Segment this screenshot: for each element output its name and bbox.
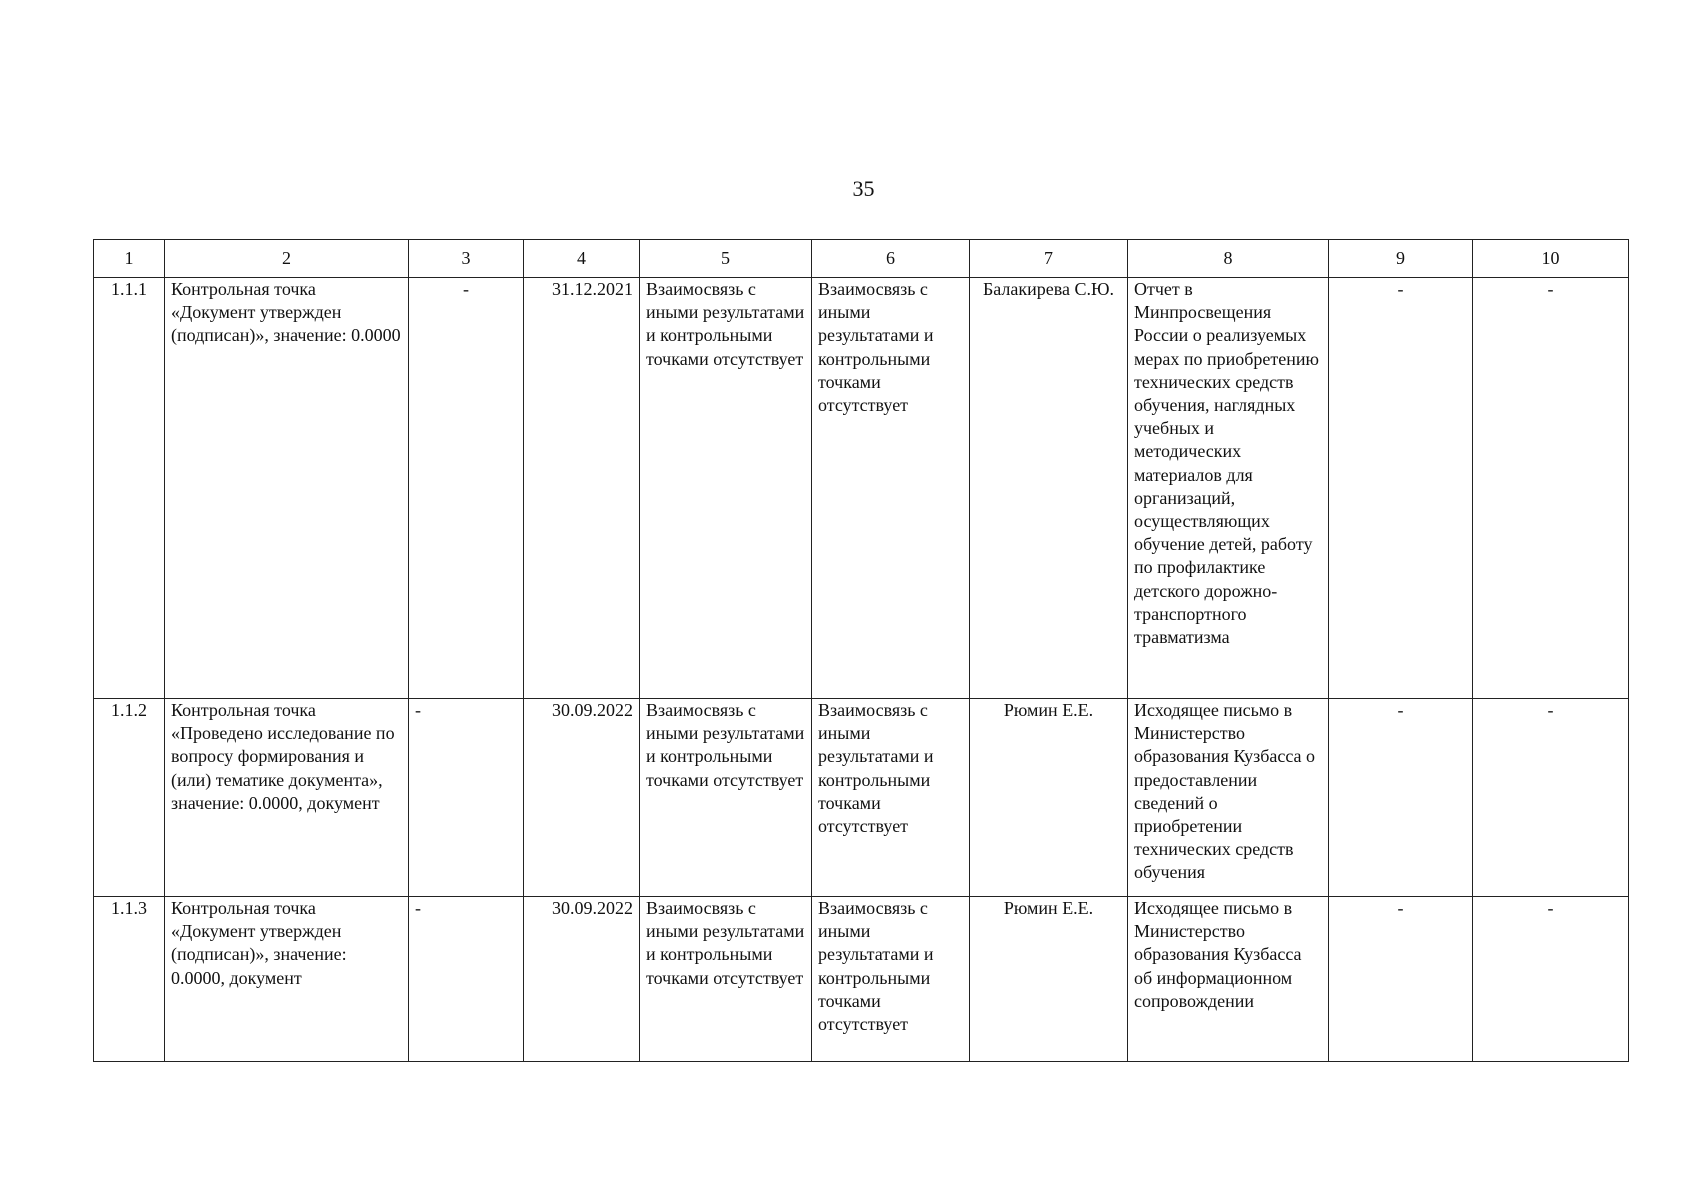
control-point-name-cell: Контрольная точка «Документ утвержден (подписан)», значение: 0.0000, документ bbox=[165, 897, 409, 1062]
column-number-header: 2 bbox=[165, 240, 409, 278]
column-number-header: 10 bbox=[1473, 240, 1629, 278]
column-9-cell: - bbox=[1329, 897, 1473, 1062]
relation-cell: Взаимосвязь с иными результатами и контрольными точками отсутствует bbox=[812, 699, 970, 897]
responsible-cell: Балакирева С.Ю. bbox=[970, 278, 1128, 699]
document-type-cell: Отчет в Минпросвещения России о реализуемых мерах по приобретению технических средств обучения, наглядных учебных и методических материалов для организаций, осуществляющих обучение детей, работу по профилактике детского дорожно-транспортного травматизма bbox=[1128, 278, 1329, 699]
column-number-row bbox=[94, 240, 1629, 278]
date-cell: 30.09.2022 bbox=[524, 699, 640, 897]
table-row bbox=[94, 278, 1629, 699]
control-point-name-cell: Контрольная точка «Проведено исследование по вопросу формирования и (или) тематике документа», значение: 0.0000, документ bbox=[165, 699, 409, 897]
relation-cell: Взаимосвязь с иными результатами и контрольными точками отсутствует bbox=[812, 278, 970, 699]
column-10-cell: - bbox=[1473, 699, 1629, 897]
column-10-cell: - bbox=[1473, 897, 1629, 1062]
control-points-table bbox=[93, 239, 1629, 1062]
relation-cell: Взаимосвязь с иными результатами и контрольными точками отсутствует bbox=[812, 897, 970, 1062]
relation-cell: Взаимосвязь с иными результатами и контрольными точками отсутствует bbox=[640, 897, 812, 1062]
document-type-cell: Исходящее письмо в Министерство образования Кузбасса об информационном сопровождении bbox=[1128, 897, 1329, 1062]
row-number-cell: 1.1.2 bbox=[94, 699, 165, 897]
page-number: 35 bbox=[852, 176, 875, 201]
column-3-cell: - bbox=[409, 278, 524, 699]
responsible-cell: Рюмин Е.Е. bbox=[970, 897, 1128, 1062]
row-number-cell: 1.1.1 bbox=[94, 278, 165, 699]
column-number-header: 1 bbox=[94, 240, 165, 278]
column-3-cell: - bbox=[409, 897, 524, 1062]
column-9-cell: - bbox=[1329, 278, 1473, 699]
column-3-cell: - bbox=[409, 699, 524, 897]
relation-cell: Взаимосвязь с иными результатами и контрольными точками отсутствует bbox=[640, 699, 812, 897]
column-number-header: 9 bbox=[1329, 240, 1473, 278]
date-cell: 30.09.2022 bbox=[524, 897, 640, 1062]
column-number-header: 3 bbox=[409, 240, 524, 278]
table-row bbox=[94, 699, 1629, 897]
column-number-header: 7 bbox=[970, 240, 1128, 278]
column-number-header: 8 bbox=[1128, 240, 1329, 278]
column-number-header: 6 bbox=[812, 240, 970, 278]
table-row bbox=[94, 897, 1629, 1062]
column-10-cell: - bbox=[1473, 278, 1629, 699]
column-9-cell: - bbox=[1329, 699, 1473, 897]
document-type-cell: Исходящее письмо в Министерство образования Кузбасса о предоставлении сведений о приобретении технических средств обучения bbox=[1128, 699, 1329, 897]
responsible-cell: Рюмин Е.Е. bbox=[970, 699, 1128, 897]
row-number-cell: 1.1.3 bbox=[94, 897, 165, 1062]
column-number-header: 4 bbox=[524, 240, 640, 278]
column-number-header: 5 bbox=[640, 240, 812, 278]
control-point-name-cell: Контрольная точка «Документ утвержден (подписан)», значение: 0.0000 bbox=[165, 278, 409, 699]
date-cell: 31.12.2021 bbox=[524, 278, 640, 699]
relation-cell: Взаимосвязь с иными результатами и контрольными точками отсутствует bbox=[640, 278, 812, 699]
